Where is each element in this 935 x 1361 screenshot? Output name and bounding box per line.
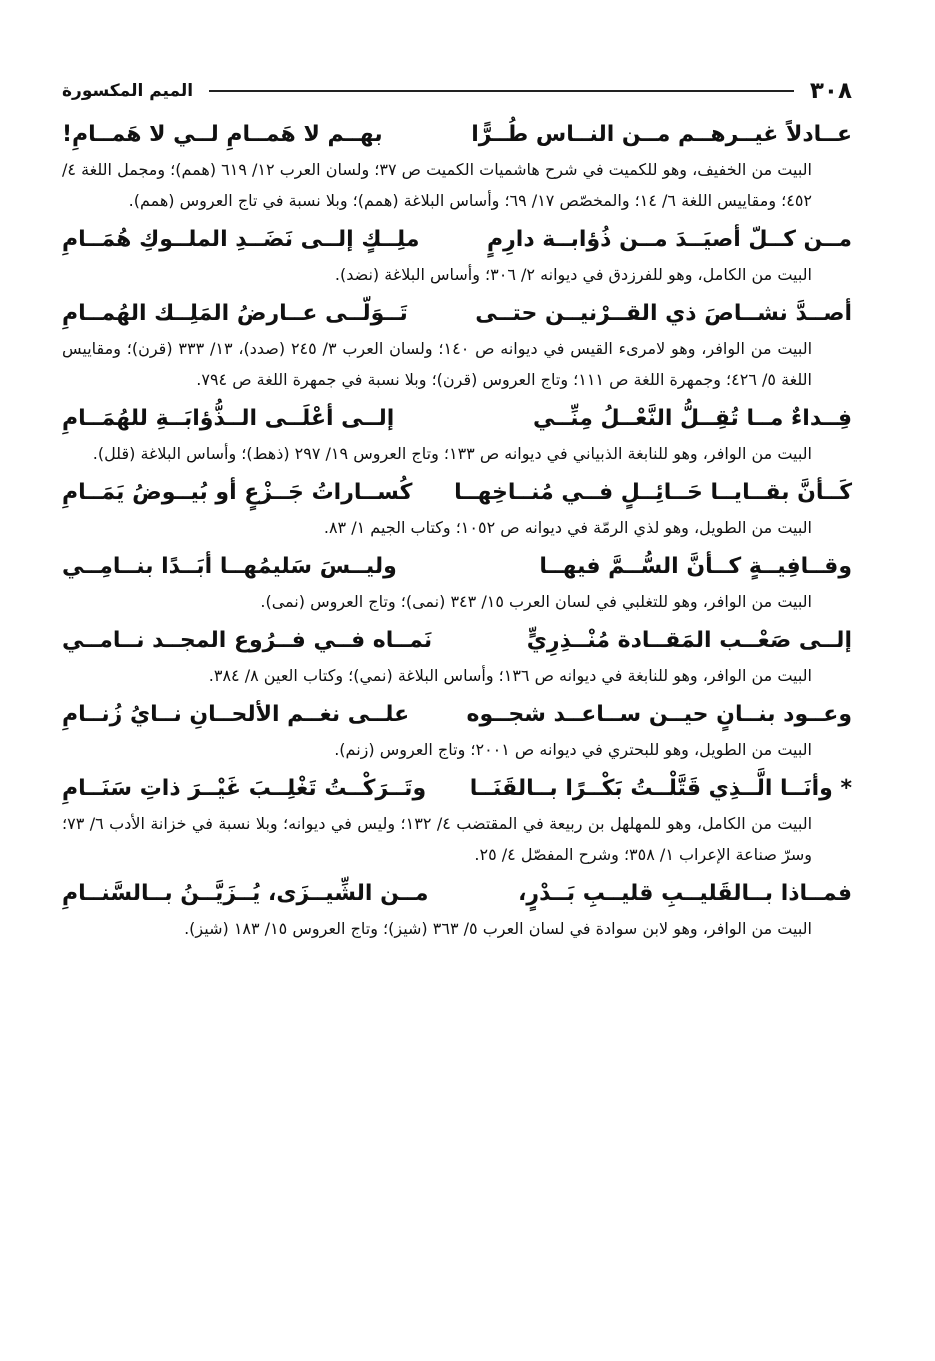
verse-line	[62, 219, 852, 259]
verse-line	[62, 546, 852, 586]
verse-commentary: البيت من الكامل، وهو للفرزدق في ديوانه ٢/ ٣٠٦؛ وأساس البلاغة (نضد).	[334, 265, 812, 284]
second-hemistich: إلــى أعْلَــى الــذُّؤابَــةِ للهُمَــامِ	[62, 406, 395, 431]
verse-entry	[62, 114, 852, 219]
verse-entry	[62, 472, 852, 546]
page-header	[62, 68, 852, 114]
first-hemistich: فِــداءٌ مــا تُقِــلُّ النَّعْــلُ مِنِّــي	[532, 406, 852, 431]
verse-line	[62, 620, 852, 660]
verse-commentary: البيت من الوافر، وهو للنابغة في ديوانه ص ١٣٦؛ وأساس البلاغة (نمي)؛ وكتاب العين ٨/ ٣٨٤.	[208, 666, 812, 685]
first-hemistich: كَــأنَّ بقــايــا حَــائِــلٍ فــي مُنــاخِهــا	[454, 480, 852, 505]
first-hemistich: * وأنَــا الَّــذِي قَتَّلْــتُ بَكْــرًا بــالقَنَــا	[469, 776, 852, 801]
verse-commentary: البيت من الطويل، وهو للبحتري في ديوانه ص ٢٠٠١؛ وتاج العروس (زنم).	[334, 740, 812, 759]
verse-entry	[62, 620, 852, 694]
verse-commentary: البيت من الوافر، وهو لامرىء القيس في ديوانه ص ١٤٠؛ ولسان العرب ٣/ ٢٤٥ (صدد)، ١٣/ ٣٣٣ (قرن)؛ ومقاييس اللغة ٥/ ٤٢٦؛ وجمهرة اللغة ص ١١١؛ وتاج العروس (قرن)؛ وبلا نسبة في جمهرة اللغة ص ٧٩٤.	[62, 339, 813, 389]
second-hemistich: وتَــرَكْــتُ تَغْلِــبَ غَيْــرَ ذاتِ سَنَــامِ	[62, 776, 427, 801]
verse-line	[62, 694, 852, 734]
second-hemistich: نَمــاه فــي فــرُوع المجــد نــامــي	[62, 628, 433, 653]
book-page	[62, 68, 852, 947]
second-hemistich: علــى نغــم الألحــانِ نــايُ زُنــامِ	[62, 702, 410, 727]
verse-commentary: البيت من الخفيف، وهو للكميت في شرح هاشميات الكميت ص ٣٧؛ ولسان العرب ١٢/ ٦١٩ (همم)؛ ومجمل اللغة ٤/ ٤٥٢؛ ومقاييس اللغة ٦/ ١٤؛ والمخصّص ١٧/ ٦٩؛ وأساس البلاغة (همم)؛ وبلا نسبة في تاج العروس (همم).	[62, 160, 812, 210]
verse-entry	[62, 873, 852, 947]
second-hemistich: وليــسَ سَليمُهــا أبَــدًا بنــامِــي	[62, 554, 397, 579]
first-hemistich: إلــى صَعْــب المَقــادة مُنْــذِرِيٍّ	[526, 628, 852, 653]
second-hemistich: بهــم لا هَمــامِ لــي لا هَمــامِ!	[62, 122, 383, 147]
verse-commentary: البيت من الوافر، وهو للنابغة الذبياني في ديوانه ص ١٣٣؛ وتاج العروس ١٩/ ٢٩٧ (ذهط)؛ وأساس البلاغة (قلل).	[92, 444, 812, 463]
verse-line	[62, 398, 852, 438]
verse-line	[62, 768, 852, 808]
verse-commentary: البيت من الطويل، وهو لذي الرمّة في ديوانه ص ١٠٥٢؛ وكتاب الجيم ١/ ٨٣.	[323, 518, 812, 537]
header-rule	[209, 90, 794, 92]
verse-commentary: البيت من الكامل، وهو للمهلهل بن ربيعة في المقتضب ٤/ ١٣٢؛ وليس في ديوانه؛ وبلا نسبة في خزانة الأدب ٦/ ٧٣؛ وسرّ صناعة الإعراب ١/ ٣٥٨؛ وشرح المفصّل ٤/ ٢٥.	[62, 814, 813, 864]
second-hemistich: تَــوَلّــى عــارضُ المَلِــك الهُمــامِ	[62, 301, 408, 326]
first-hemistich: عــادلاً غيــرهــم مــن النــاس طُــرًّا	[471, 122, 852, 147]
verse-entry	[62, 768, 852, 873]
verse-line	[62, 293, 852, 333]
verse-entry	[62, 219, 852, 293]
verse-entry	[62, 546, 852, 620]
verse-entry	[62, 293, 852, 398]
verse-commentary: البيت من الوافر، وهو لابن سوادة في لسان العرب ٥/ ٣٦٣ (شيز)؛ وتاج العروس ١٥/ ١٨٣ (شيز).	[184, 919, 812, 938]
verse-line	[62, 114, 852, 154]
verse-entry	[62, 398, 852, 472]
second-hemistich: ملِــكٍ إلــى نَضَــدِ الملــوكِ هُمَــامِ	[62, 227, 420, 252]
first-hemistich: أصــدَّ نشــاصَ ذي القــرْنيــن حتــى	[475, 301, 852, 326]
verse-entry	[62, 694, 852, 768]
verse-line	[62, 873, 852, 913]
first-hemistich: مــن كــلّ أصيَــدَ مــن ذُؤابــة دارِمٍ	[487, 227, 852, 252]
second-hemistich: مــن الشِّيــزَى، يُــزَيَّــنُ بــالسَّنــامِ	[62, 881, 429, 906]
running-title: الميم المكسورة	[62, 81, 194, 101]
first-hemistich: وعــود بنــانٍ حيــن ســاعــد شجــوه	[466, 702, 852, 727]
second-hemistich: كُســاراتُ جَــزْعٍ أو بُيــوضُ يَمَــامِ	[62, 480, 413, 505]
verse-commentary: البيت من الوافر، وهو للتغلبي في لسان العرب ١٥/ ٣٤٣ (نمى)؛ وتاج العروس (نمى).	[260, 592, 812, 611]
page-number: ٣٠٨	[809, 78, 852, 104]
first-hemistich: فمــاذا بــالقَليــبِ قليــبِ بَــدْرٍ،	[518, 881, 852, 906]
verse-line	[62, 472, 852, 512]
first-hemistich: وقــافِيــةٍ كــأنَّ السُّــمَّ فيهــا	[539, 554, 852, 579]
